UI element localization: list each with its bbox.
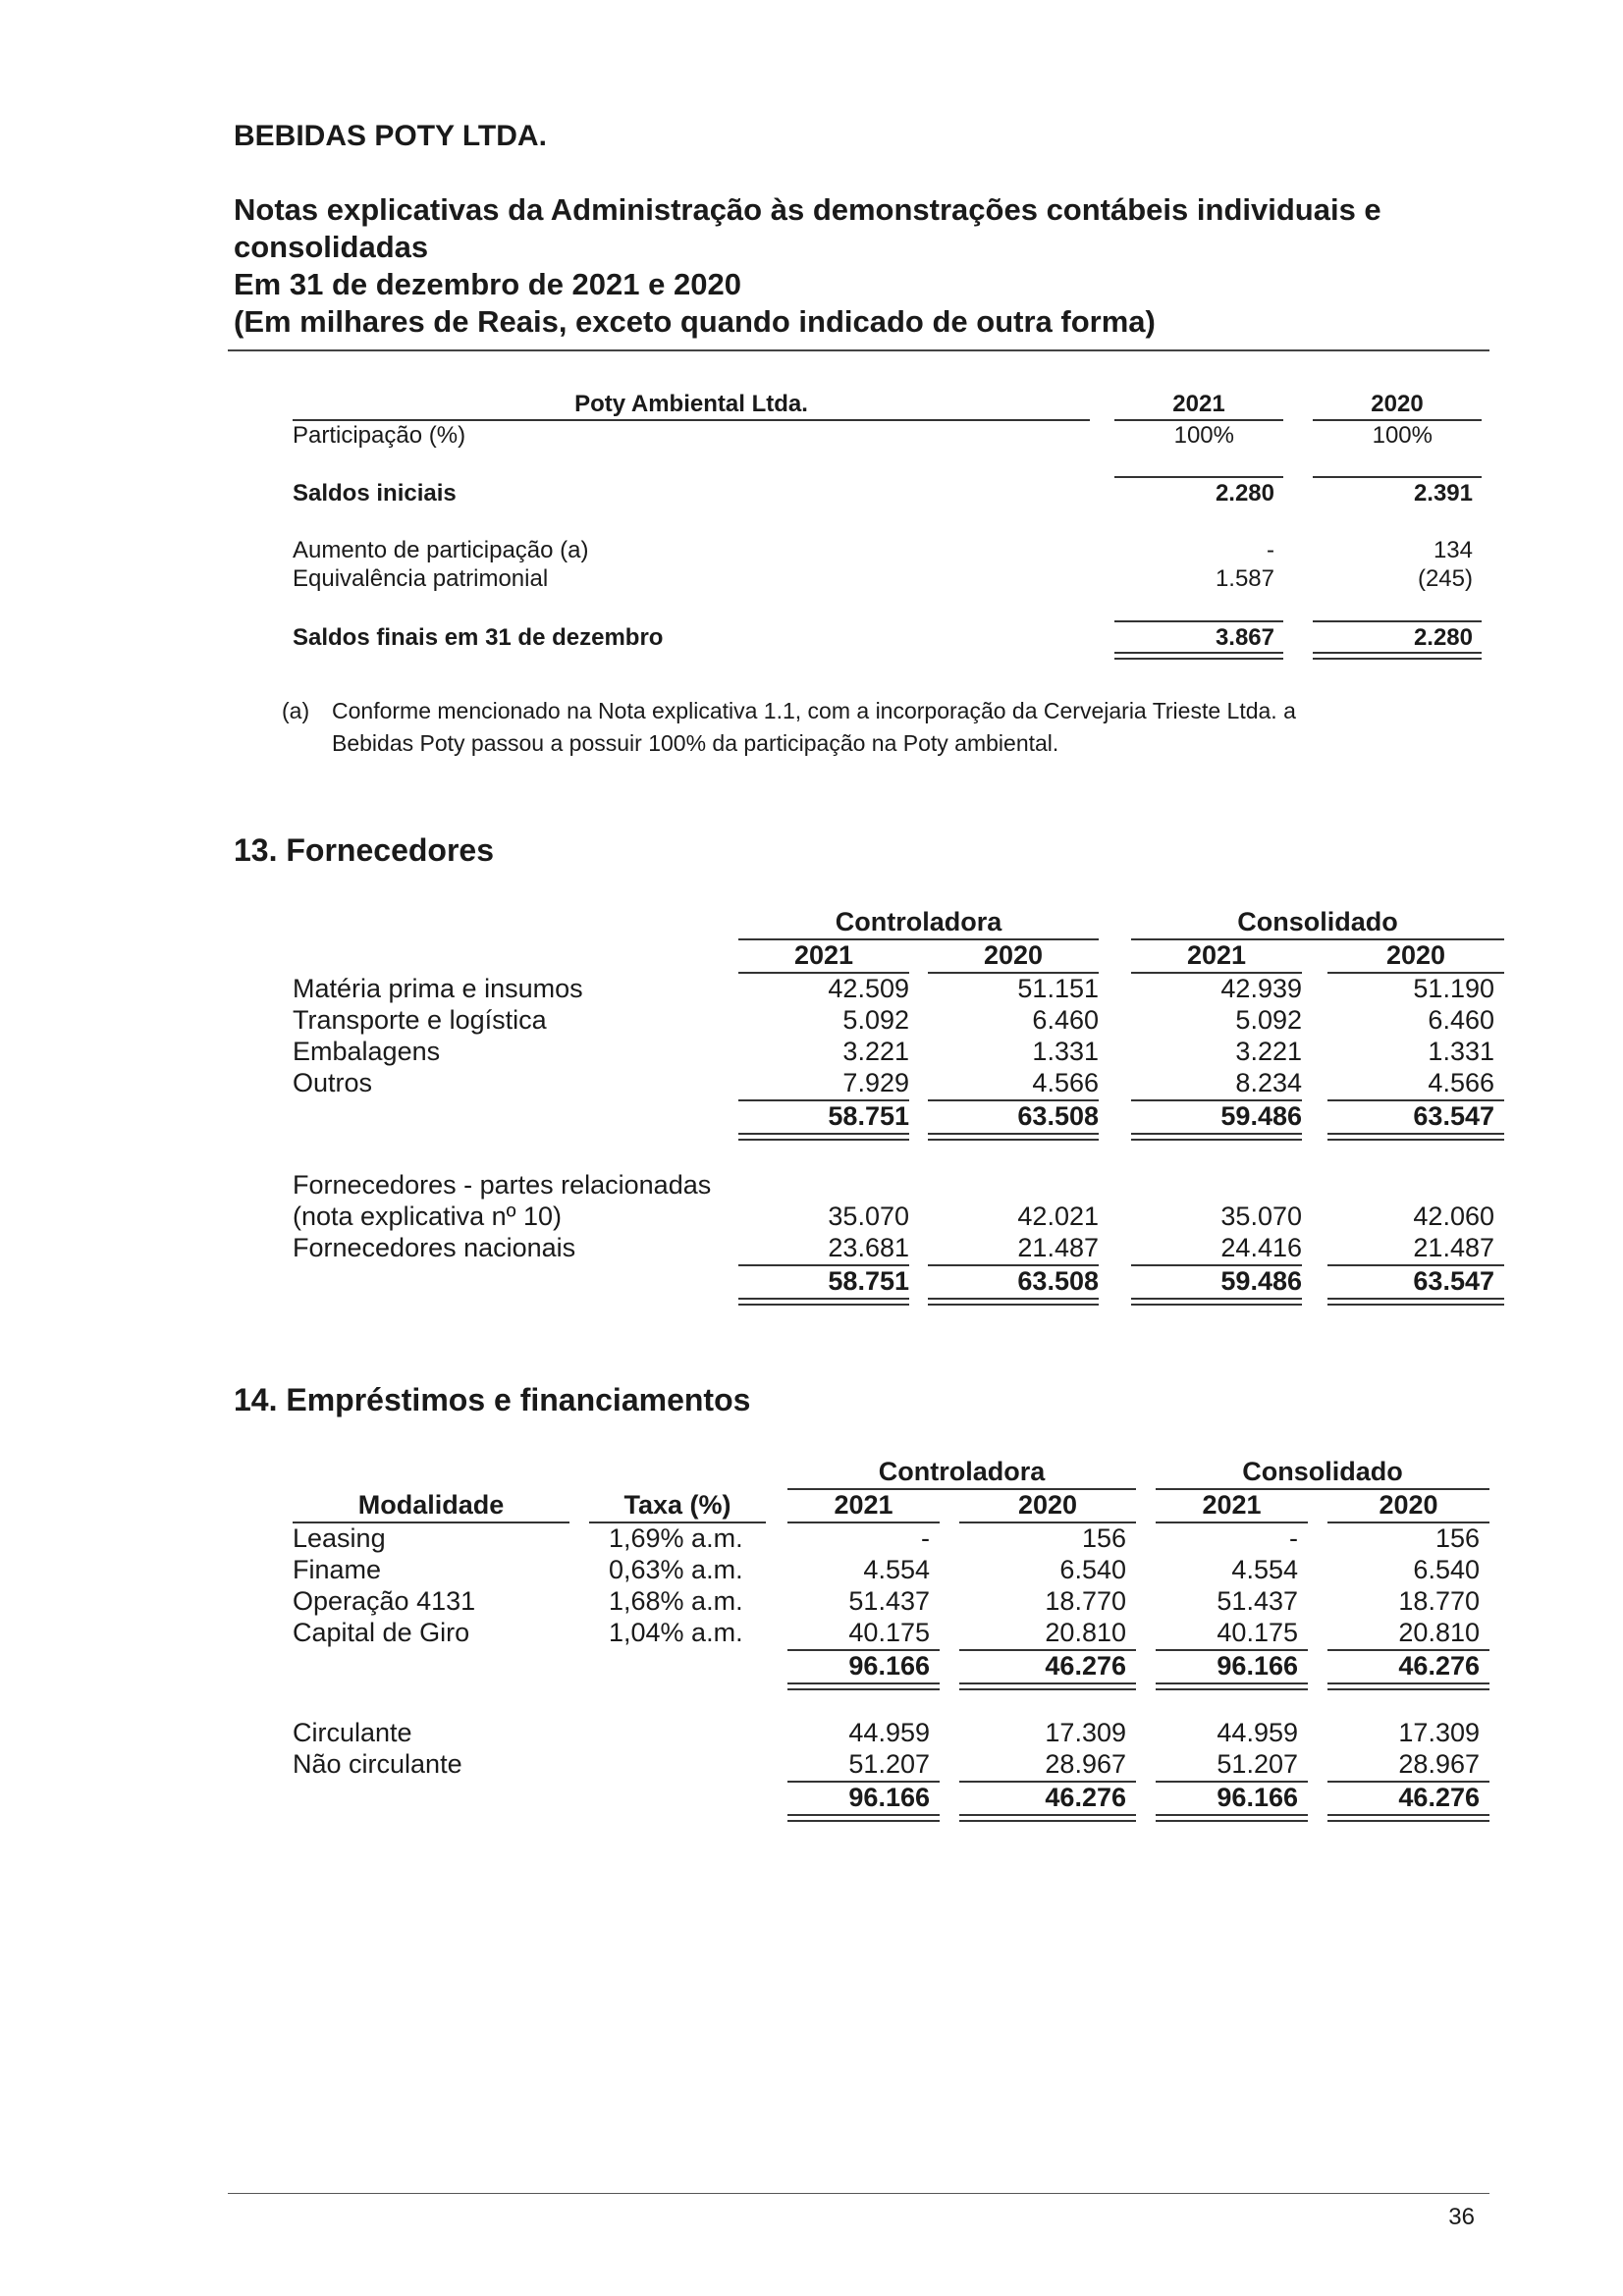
double-underline (928, 1298, 1099, 1306)
cell-value: 23.681 (828, 1233, 909, 1262)
cell-value: 51.207 (1217, 1749, 1298, 1779)
cell-value: 1.587 (1215, 565, 1274, 592)
total-value: 96.166 (1217, 1651, 1298, 1681)
cell-value: 51.207 (848, 1749, 930, 1779)
group-header-consolidado: Consolidado (1237, 907, 1398, 936)
poty-col-2020: 2020 (1371, 391, 1424, 417)
total-value: 58.751 (828, 1101, 909, 1131)
cell-value: 100% (1372, 422, 1433, 449)
cell-value: 51.437 (1217, 1586, 1298, 1616)
cell-value: 24.416 (1220, 1233, 1302, 1262)
double-underline (1131, 1133, 1302, 1141)
subtotal-rule (1313, 476, 1482, 478)
column-header-taxa: Taxa (%) (623, 1490, 731, 1520)
cell-value: 40.175 (848, 1618, 930, 1647)
total-rule (1114, 620, 1283, 622)
double-underline (738, 1298, 909, 1306)
rate-value: 1,04% a.m. (609, 1618, 743, 1647)
year-header: 2021 (793, 940, 854, 970)
cell-value: 2.280 (1413, 624, 1473, 651)
cell-value: 20.810 (1398, 1618, 1480, 1647)
title-line: Em 31 de dezembro de 2021 e 2020 (234, 267, 741, 301)
cell-value: 51.151 (1017, 974, 1099, 1003)
group-header-controladora: Controladora (878, 1457, 1046, 1486)
cell-value: 44.959 (848, 1718, 930, 1747)
row-label: Fornecedores nacionais (293, 1233, 576, 1262)
year-header: 2020 (1379, 1490, 1438, 1520)
page-number: 36 (1448, 2204, 1475, 2230)
cell-value: 8.234 (1235, 1068, 1302, 1097)
year-header: 2020 (1017, 1490, 1078, 1520)
cell-value: 51.190 (1413, 974, 1494, 1003)
total-value: 63.547 (1413, 1101, 1494, 1131)
total-value: 59.486 (1220, 1101, 1302, 1131)
section-title-fornecedores: 13. Fornecedores (234, 832, 494, 868)
poty-col-2021: 2021 (1172, 391, 1225, 417)
double-underline (738, 1133, 909, 1141)
title-line: (Em milhares de Reais, exceto quando indicado de outra forma) (234, 304, 1156, 339)
cell-value: 156 (1434, 1523, 1480, 1553)
total-value: 63.508 (1017, 1101, 1099, 1131)
row-label: Saldos finais em 31 de dezembro (293, 624, 664, 651)
cell-value: 17.309 (1045, 1718, 1126, 1747)
row-label: Leasing (293, 1523, 386, 1553)
cell-value: 4.554 (863, 1555, 930, 1584)
row-label: Matéria prima e insumos (293, 974, 583, 1003)
cell-value: 42.939 (1220, 974, 1302, 1003)
total-value: 96.166 (848, 1783, 930, 1812)
total-value: 96.166 (1217, 1783, 1298, 1812)
poty-col-rule (1313, 419, 1482, 421)
cell-value: - (921, 1523, 930, 1553)
double-underline (1313, 652, 1482, 660)
double-underline (787, 1682, 940, 1690)
cell-value: 35.070 (1220, 1201, 1302, 1231)
footnote-line: Conforme mencionado na Nota explicativa 1.1, com a incorporação da Cervejaria Trieste Ltda. a (332, 698, 1296, 723)
cell-value: 44.959 (1217, 1718, 1298, 1747)
document-title (234, 191, 1490, 341)
double-underline (928, 1133, 1099, 1141)
row-label: Aumento de participação (a) (293, 537, 589, 563)
double-underline (1327, 1682, 1489, 1690)
row-label: Transporte e logística (293, 1005, 547, 1035)
footer-divider (228, 2193, 1489, 2194)
rate-value: 1,69% a.m. (609, 1523, 743, 1553)
row-label: Participação (%) (293, 422, 466, 449)
footnote-marker: (a) (282, 698, 310, 723)
double-underline (787, 1814, 940, 1822)
title-line: Notas explicativas da Administração às demonstrações contábeis individuais e (234, 192, 1381, 227)
title-line: consolidadas (234, 230, 429, 264)
column-header-modalidade: Modalidade (357, 1490, 505, 1520)
footnote-line: Bebidas Poty passou a possuir 100% da participação na Poty ambiental. (332, 730, 1059, 756)
cell-value: (245) (1417, 565, 1473, 592)
total-value: 96.166 (848, 1651, 930, 1681)
cell-value: - (1289, 1523, 1298, 1553)
row-label: Outros (293, 1068, 373, 1097)
year-header: 2021 (1202, 1490, 1262, 1520)
row-label: Equivalência patrimonial (293, 565, 549, 592)
cell-value: 28.967 (1398, 1749, 1480, 1779)
rate-value: 0,63% a.m. (609, 1555, 743, 1584)
year-header: 2021 (1186, 940, 1247, 970)
rate-value: 1,68% a.m. (609, 1586, 743, 1616)
double-underline (1156, 1814, 1308, 1822)
total-value: 46.276 (1398, 1783, 1480, 1812)
cell-value: 42.060 (1413, 1201, 1494, 1231)
cell-value: 5.092 (1235, 1005, 1302, 1035)
company-name: BEBIDAS POTY LTDA. (234, 120, 547, 152)
cell-value: - (1267, 537, 1274, 563)
group-header-consolidado: Consolidado (1242, 1457, 1403, 1486)
row-label: Operação 4131 (293, 1586, 476, 1616)
double-underline (1156, 1682, 1308, 1690)
cell-value: 100% (1173, 422, 1234, 449)
cell-value: 2.391 (1413, 480, 1473, 507)
year-header: 2020 (1385, 940, 1446, 970)
cell-value: 5.092 (842, 1005, 909, 1035)
cell-value: 21.487 (1413, 1233, 1494, 1262)
row-label: Circulante (293, 1718, 412, 1747)
cell-value: 4.554 (1231, 1555, 1298, 1584)
cell-value: 21.487 (1017, 1233, 1099, 1262)
row-label: Finame (293, 1555, 382, 1584)
group-header-controladora: Controladora (835, 907, 1002, 936)
cell-value: 51.437 (848, 1586, 930, 1616)
cell-value: 1.331 (1032, 1037, 1099, 1066)
cell-value: 20.810 (1045, 1618, 1126, 1647)
double-underline (1327, 1298, 1504, 1306)
poty-col-rule (1114, 419, 1283, 421)
total-value: 46.276 (1045, 1783, 1126, 1812)
footnote-text (332, 695, 1481, 760)
total-value: 46.276 (1045, 1651, 1126, 1681)
cell-value: 134 (1433, 537, 1473, 563)
total-value: 46.276 (1398, 1651, 1480, 1681)
cell-value: 18.770 (1398, 1586, 1480, 1616)
cell-value: 4.566 (1428, 1068, 1494, 1097)
section-title-emprestimos: 14. Empréstimos e financiamentos (234, 1382, 751, 1417)
poty-heading: Poty Ambiental Ltda. (574, 391, 808, 417)
year-header: 2020 (983, 940, 1044, 970)
cell-value: 6.460 (1032, 1005, 1099, 1035)
total-rule (1313, 620, 1482, 622)
row-label: Saldos iniciais (293, 480, 457, 507)
poty-heading-rule (293, 419, 1090, 421)
cell-value: 156 (1081, 1523, 1126, 1553)
cell-value: 18.770 (1045, 1586, 1126, 1616)
double-underline (1114, 652, 1283, 660)
cell-value: 1.331 (1428, 1037, 1494, 1066)
total-value: 63.547 (1413, 1266, 1494, 1296)
row-label: Capital de Giro (293, 1618, 470, 1647)
row-label: Não circulante (293, 1749, 462, 1779)
row-label: Fornecedores - partes relacionadas (293, 1170, 712, 1200)
year-header: 2021 (834, 1490, 893, 1520)
cell-value: 6.540 (1059, 1555, 1126, 1584)
cell-value: 35.070 (828, 1201, 909, 1231)
total-value: 58.751 (828, 1266, 909, 1296)
row-label: Embalagens (293, 1037, 441, 1066)
double-underline (1131, 1298, 1302, 1306)
cell-value: 3.867 (1215, 624, 1274, 651)
total-value: 63.508 (1017, 1266, 1099, 1296)
cell-value: 6.460 (1428, 1005, 1494, 1035)
cell-value: 42.021 (1017, 1201, 1099, 1231)
total-value: 59.486 (1220, 1266, 1302, 1296)
cell-value: 40.175 (1217, 1618, 1298, 1647)
row-label: (nota explicativa nº 10) (293, 1201, 563, 1231)
cell-value: 6.540 (1413, 1555, 1480, 1584)
cell-value: 2.280 (1215, 480, 1274, 507)
double-underline (1327, 1814, 1489, 1822)
double-underline (959, 1682, 1136, 1690)
double-underline (959, 1814, 1136, 1822)
cell-value: 3.221 (842, 1037, 909, 1066)
header-divider (228, 349, 1489, 351)
cell-value: 7.929 (842, 1068, 909, 1097)
cell-value: 17.309 (1398, 1718, 1480, 1747)
cell-value: 28.967 (1045, 1749, 1126, 1779)
cell-value: 42.509 (828, 974, 909, 1003)
double-underline (1327, 1133, 1504, 1141)
subtotal-rule (1114, 476, 1283, 478)
cell-value: 4.566 (1032, 1068, 1099, 1097)
cell-value: 3.221 (1235, 1037, 1302, 1066)
